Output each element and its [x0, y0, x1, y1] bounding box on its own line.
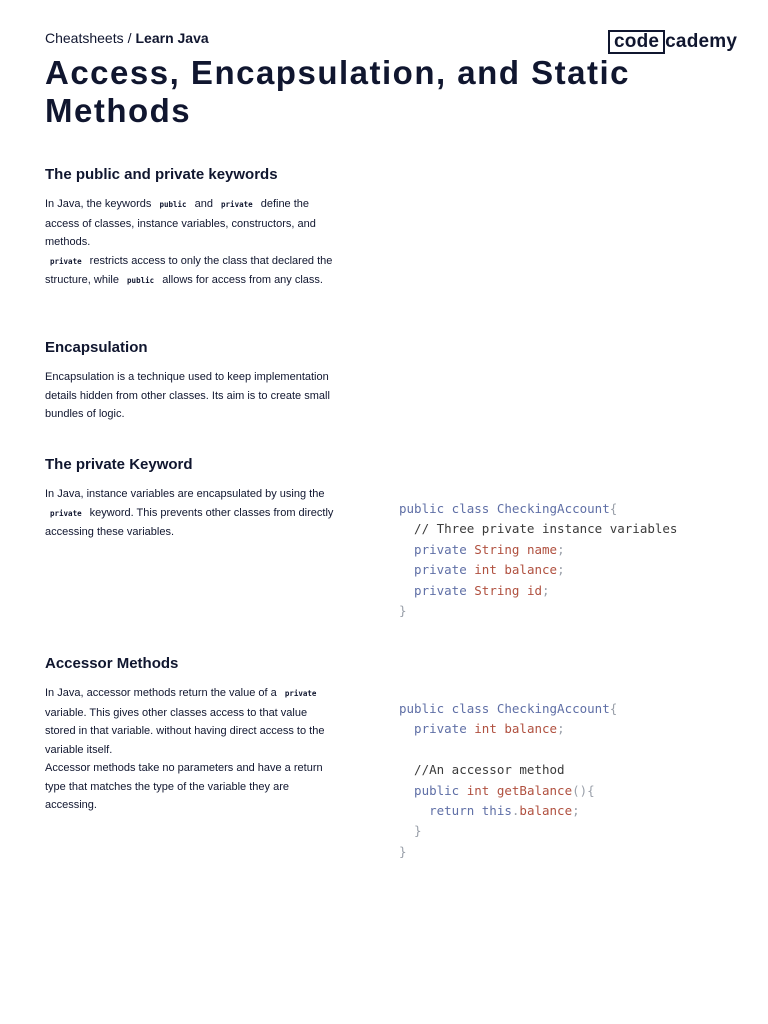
breadcrumb-cheatsheets-link[interactable]: Cheatsheets: [45, 30, 124, 46]
section-body: In Java, the keywords public and private define the access of classes, instance variables, constructors, and methods. private restricts access to only the class that declared the structure, while public allows for access from any class.: [45, 198, 333, 286]
code-block-accessor-example: public class CheckingAccount{ private int balance; //An accessor method public int getBalance(){ return this.balance; } }: [399, 701, 618, 859]
logo-rest-text: cademy: [665, 31, 738, 52]
section-heading: The public and private keywords: [45, 166, 278, 183]
section-heading: The private Keyword: [45, 456, 193, 473]
inline-code: private: [221, 200, 253, 209]
section-body: In Java, instance variables are encapsulated by using the private keyword. This prevents other classes from directly accessing these variables.: [45, 488, 334, 538]
section-public-private: [45, 166, 335, 291]
section-body: In Java, accessor methods return the value of a private variable. This gives other classes access to that value stored in that variable. without having direct access to the variable itself. Accessor methods take no parameters and have a return type that matches the type of the variable they are accessing.: [45, 687, 325, 811]
section-encapsulation: [45, 339, 335, 424]
breadcrumb-current[interactable]: Learn Java: [135, 30, 209, 46]
inline-code: private: [50, 256, 82, 266]
section-heading: Encapsulation: [45, 339, 148, 356]
codecademy-logo[interactable]: [608, 30, 737, 54]
section-accessor-methods: [45, 655, 335, 815]
breadcrumb-separator: /: [127, 30, 132, 46]
inline-code: public: [159, 200, 187, 209]
code-block-private-example: public class CheckingAccount{ // Three private instance variables private String name; private int balance; private String id; }: [399, 501, 678, 619]
inline-code: private: [50, 508, 82, 518]
inline-code: public: [127, 276, 155, 285]
page-title: Access, Encapsulation, and Static Methods: [45, 54, 631, 129]
logo-boxed-text: code: [608, 30, 665, 54]
inline-code: private: [284, 689, 317, 698]
section-private-keyword: [45, 456, 335, 542]
breadcrumb: [45, 30, 209, 46]
section-heading: Accessor Methods: [45, 655, 179, 672]
section-body: Encapsulation is a technique used to keep implementation details hidden from other classes. Its aim is to create small bundles of logic.: [45, 371, 330, 420]
